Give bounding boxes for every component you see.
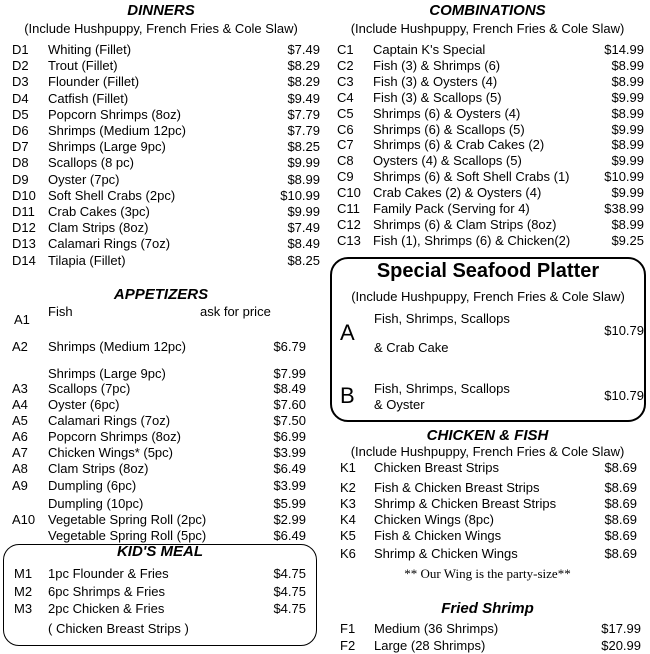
menu-item-price: $8.69 [604,460,637,475]
menu-item-code: K1 [340,460,356,475]
menu-item-code: M3 [14,601,33,616]
menu-item-row [0,480,650,496]
menu-item-name: 6pc Shrimps & Fries [48,583,166,599]
menu-item-price: $8.99 [611,57,644,73]
menu-item-code: C2 [337,57,354,73]
menu-item-price: $9.99 [611,153,644,169]
menu-item-name: Chicken Wings (8pc) [374,512,494,527]
menu-item-price: $6.49 [273,461,306,476]
menu-item-code: C6 [337,121,354,137]
menu-item-code: C11 [337,201,360,216]
menu-item-code: D2 [12,58,29,74]
platter-a-line2: & Crab Cake [374,340,449,355]
menu-item-price: $8.99 [287,171,320,187]
menu-item-name: 1pc Flounder & Fries [48,566,169,581]
menu-item-price: $7.49 [287,220,320,236]
menu-item-price: $20.99 [601,638,641,653]
platter-a-price: $10.79 [604,323,644,338]
menu-item-name: Fish (3) & Oysters (4) [373,73,498,89]
menu-item-name: Clam Strips (8oz) [48,461,149,476]
menu-item-price: $8.25 [287,252,320,268]
menu-item-price: $8.69 [604,496,637,511]
menu-item-name: Flounder (Fillet) [48,74,140,90]
menu-item-price: $5.99 [273,496,306,511]
menu-item-code: D13 [12,236,36,252]
menu-item-price: $17.99 [601,621,641,636]
menu-item-price: $3.99 [273,445,306,460]
menu-item-price: $6.79 [273,339,306,354]
menu-item-code: D5 [12,106,29,122]
menu-item-code: D9 [12,171,29,187]
menu-item-code: M1 [14,566,33,581]
menu-item-row [0,584,650,600]
menu-item-name: Shrimps (6) & Soft Shell Crabs (1) [373,169,570,185]
menu-item-name: Trout (Fillet) [48,58,118,74]
menu-item-code: D14 [12,252,36,268]
menu-item-name: Oyster (6pc) [48,397,120,412]
menu-item-row [0,153,650,169]
menu-item-price: $7.50 [273,413,306,428]
menu-item-code: A2 [12,339,28,354]
appetizer-a1-name: Fish [48,304,73,319]
menu-item-code: C12 [337,216,361,232]
appetizer-a1-note: ask for price [200,304,271,319]
menu-item-name: Vegetable Spring Roll (2pc) [48,512,207,527]
menu-item-price: $10.99 [280,187,320,203]
menu-item-name: Chicken Breast Strips [374,460,499,475]
menu-item-row [0,233,650,249]
menu-item-code: A9 [12,478,28,493]
menu-item-name: Fish & Chicken Wings [374,528,502,543]
menu-item-code: A5 [12,413,28,428]
menu-item-price: $8.99 [611,137,644,153]
menu-item-name: Catfish (Fillet) [48,90,129,106]
menu-item-code: D7 [12,139,29,155]
menu-item-row [0,42,650,58]
menu-item-price: $9.99 [611,121,644,137]
menu-item-code: K4 [340,512,356,527]
menu-item-name: Shrimps (6) & Crab Cakes (2) [373,137,545,153]
platter-a-letter: A [340,320,355,345]
menu-item-row [0,546,650,562]
menu-item-name: Shrimps (Large 9pc) [48,139,166,155]
dinners-subtitle: (Include Hushpuppy, French Fries & Cole Slaw) [24,21,298,36]
menu-item-price: $9.25 [611,232,644,248]
menu-item-code: C8 [337,153,354,169]
menu-item-name: Shrimps (Large 9pc) [48,366,166,381]
menu-item-name: Shrimps (Medium 12pc) [48,123,186,138]
appetizer-a1-code: A1 [14,312,30,327]
menu-item-code: A4 [12,397,28,412]
menu-item-price: $8.25 [287,139,320,155]
kids-meal-note: ( Chicken Breast Strips ) [48,621,189,636]
menu-item-name: Shrimps (6) & Scallops (5) [373,121,525,137]
menu-item-name: Tilapia (Fillet) [48,252,126,268]
menu-item-price: $8.49 [273,381,306,396]
menu-item-code: M2 [14,583,33,599]
menu-item-price: $7.79 [287,123,320,138]
menu-item-name: Captain K's Special [373,42,486,57]
menu-item-name: 2pc Chicken & Fries [48,601,165,616]
menu-item-name: Dumpling (10pc) [48,496,144,511]
menu-item-price: $6.49 [273,528,306,543]
menu-item-row [0,185,650,201]
menu-item-code: C5 [337,105,354,121]
menu-item-name: Fish (3) & Scallops (5) [373,89,502,105]
menu-item-name: Dumpling (6pc) [48,478,137,493]
menu-item-code: F2 [340,638,356,653]
chicken-fish-note: ** Our Wing is the party-size** [404,566,571,581]
menu-item-code: A7 [12,445,28,460]
menu-item-code: A3 [12,381,28,396]
menu-item-price: $8.69 [604,546,637,561]
menu-item-row [0,169,650,185]
menu-item-name: Chicken Wings* (5pc) [48,445,173,460]
menu-item-price: $9.99 [611,89,644,105]
menu-item-name: Shrimp & Chicken Wings [374,546,518,561]
menu-item-row [0,90,650,106]
menu-item-code: D4 [12,90,29,106]
chicken-fish-subtitle: (Include Hushpuppy, French Fries & Cole Slaw) [350,444,625,459]
menu-item-price: $8.99 [611,73,644,89]
menu-item-name: Crab Cakes (2) & Oysters (4) [373,185,542,201]
menu-item-name: Medium (36 Shrimps) [374,621,499,636]
menu-item-price: $9.49 [287,90,320,106]
menu-item-row [0,74,650,90]
menu-item-name: Scallops (7pc) [48,381,131,396]
menu-item-row [0,638,650,654]
menu-item-price: $6.99 [273,429,306,444]
menu-item-code: D3 [12,74,29,90]
menu-item-price: $3.99 [273,478,306,493]
menu-item-name: Shrimps (6) & Oysters (4) [373,105,521,121]
menu-item-code: D12 [12,220,36,236]
platter-b-line2: & Oyster [374,397,425,412]
menu-item-price: $8.69 [604,528,637,543]
menu-item-price: $4.75 [273,583,306,599]
menu-item-code: C7 [337,137,354,153]
menu-item-name: Fish (1), Shrimps (6) & Chicken(2) [373,232,571,248]
menu-item-code: A10 [12,512,36,527]
menu-item-price: $7.49 [287,42,320,57]
menu-item-code: K5 [340,528,356,543]
menu-item-name: Crab Cakes (3pc) [48,204,150,219]
chicken-fish-title: CHICKEN & FISH [426,427,549,444]
menu-item-price: $8.69 [604,480,637,495]
menu-item-row [0,528,650,544]
menu-item-code: C10 [337,185,361,201]
menu-item-code: A6 [12,429,28,444]
menu-item-row [0,58,650,74]
menu-item-row [0,106,650,122]
menu-item-name: Soft Shell Crabs (2pc) [48,187,176,203]
menu-item-name: Shrimps (6) & Clam Strips (8oz) [373,216,557,232]
menu-item-name: Popcorn Shrimps (8oz) [48,429,181,444]
menu-item-price: $10.99 [604,169,644,185]
menu-item-code: C4 [337,89,354,105]
menu-item-name: Family Pack (Serving for 4) [373,201,530,216]
menu-item-price: $9.99 [287,204,320,219]
menu-item-row [0,201,650,217]
combinations-subtitle: (Include Hushpuppy, French Fries & Cole Slaw) [350,21,625,36]
menu-item-row [0,122,650,138]
menu-item-row [0,217,650,233]
menu-item-price: $2.99 [273,512,306,527]
menu-item-name: Calamari Rings (7oz) [48,413,171,428]
kids-meal-title: KID'S MEAL [116,543,204,560]
appetizers-title: APPETIZERS [113,286,209,303]
menu-item-code: D11 [12,204,35,219]
menu-item-price: $7.99 [273,366,306,381]
dinners-title: DINNERS [127,2,195,19]
special-platter-subtitle: (Include Hushpuppy, French Fries & Cole Slaw) [351,289,625,304]
menu-item-price: $9.99 [287,155,320,171]
menu-item-name: Clam Strips (8oz) [48,220,149,236]
menu-item-name: Oyster (7pc) [48,171,120,187]
menu-item-row [0,621,650,637]
menu-item-code: K3 [340,496,356,511]
combinations-title: COMBINATIONS [429,2,546,19]
menu-item-code: C9 [337,169,354,185]
menu-item-code: D1 [12,42,29,57]
menu-item-price: $7.79 [287,106,320,122]
menu-item-code: C13 [337,232,361,248]
menu-item-code: C3 [337,73,354,89]
menu-item-name: Fish & Chicken Breast Strips [374,480,540,495]
platter-b-price: $10.79 [604,388,644,403]
menu-item-price: $8.99 [611,216,644,232]
menu-item-price: $8.29 [287,58,320,74]
menu-item-name: Large (28 Shrimps) [374,638,486,653]
menu-item-code: D6 [12,123,29,138]
menu-item-code: D8 [12,155,29,171]
menu-item-name: Scallops (8 pc) [48,155,134,171]
menu-item-row [0,137,650,153]
platter-b-line1: Fish, Shrimps, Scallops [374,381,510,396]
menu-item-name: Fish (3) & Shrimps (6) [373,57,501,73]
menu-item-code: D10 [12,187,36,203]
menu-item-price: $8.69 [604,512,637,527]
menu-item-name: Popcorn Shrimps (8oz) [48,106,181,122]
special-platter-title: Special Seafood Platter [376,260,600,282]
menu-item-row [0,460,650,476]
fried-shrimp-title: Fried Shrimp [441,600,534,617]
menu-item-price: $38.99 [604,201,644,216]
menu-item-price: $8.49 [287,236,320,252]
menu-item-name: Vegetable Spring Roll (5pc) [48,528,207,543]
menu-item-price: $7.60 [273,397,306,412]
platter-a-line1: Fish, Shrimps, Scallops [374,311,510,326]
menu-item-code: A8 [12,461,28,476]
menu-item-price: $8.99 [611,105,644,121]
menu-item-name: Shrimp & Chicken Breast Strips [374,496,557,511]
menu-item-name: Calamari Rings (7oz) [48,236,171,252]
menu-item-name: Whiting (Fillet) [48,42,132,57]
menu-item-row [0,512,650,528]
menu-item-name: Oysters (4) & Scallops (5) [373,153,522,169]
menu-item-name: Shrimps (Medium 12pc) [48,339,186,354]
menu-item-price: $4.75 [273,566,306,581]
menu-item-code: K6 [340,546,356,561]
menu-item-row [0,496,650,512]
menu-item-price: $4.75 [273,601,306,616]
menu-item-code: C1 [337,42,354,57]
menu-item-price: $14.99 [604,42,644,57]
menu-item-price: $9.99 [611,185,644,201]
menu-item-code: K2 [340,480,356,495]
menu-item-code: F1 [340,621,356,636]
menu-item-price: $8.29 [287,74,320,90]
platter-b-letter: B [340,383,355,408]
